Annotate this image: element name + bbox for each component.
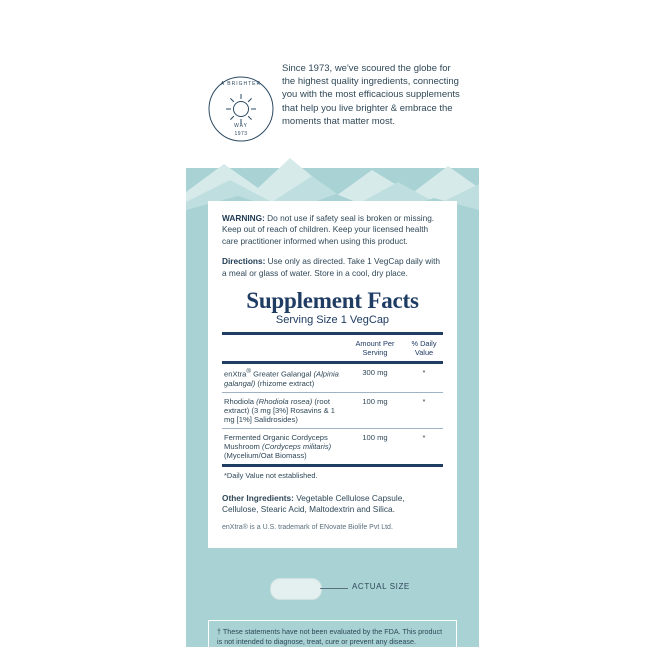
ingredient-name: Fermented Organic Cordyceps Mushroom (Cordyceps militaris) (Mycelium/Oat Biomass) xyxy=(222,428,345,465)
product-carton-panel xyxy=(186,18,479,647)
supplement-facts-title: Supplement Facts xyxy=(246,288,419,314)
capsule-shape xyxy=(270,578,322,600)
header-amount-line2: Serving xyxy=(362,348,388,358)
daily-value-footnote: *Daily Value not established. xyxy=(222,465,443,484)
supplement-info-card xyxy=(208,201,457,548)
brand-text-top: A BRIGHTER xyxy=(220,81,262,87)
directions-paragraph xyxy=(222,256,443,279)
header-dv-line2: Value xyxy=(414,348,434,358)
supplement-facts-table xyxy=(222,332,443,484)
actual-size-group xyxy=(208,566,457,612)
fda-disclaimer: † These statements have not been evaluated by the FDA. This product is not intended to diagnose, treat, cure or prevent any disease. xyxy=(208,620,457,647)
brand-intro-paragraph: Since 1973, we've scoured the globe for the highest quality ingredients, connecting you with the most efficacious supplements that help you live brighter & embrace the moments that matter most. xyxy=(282,63,460,127)
table-row xyxy=(222,428,443,465)
actual-size-leader-line xyxy=(320,588,348,589)
table-row xyxy=(222,392,443,428)
ingredient-amount: 100 mg xyxy=(345,428,405,465)
brand-year: 1973 xyxy=(234,131,248,137)
header-amount-line1: Amount Per xyxy=(355,339,395,349)
trademark-note: enXtra® is a U.S. trademark of ENovate Biolife Pvt Ltd. xyxy=(222,524,393,532)
ingredient-name: enXtra® Greater Galangal (Alpinia galangal) (rhizome extract) xyxy=(222,363,345,393)
other-ingredients-paragraph xyxy=(222,493,443,516)
warning-text: Do not use if safety seal is broken or missing. Keep out of reach of children. Keep your licensed health care practitioner informed when using this product. xyxy=(222,213,435,246)
header-amount-cell xyxy=(345,334,405,363)
ingredient-amount: 100 mg xyxy=(345,392,405,428)
ingredient-name: Rhodiola (Rhodiola rosea) (root extract) (3 mg [3%] Rosavins & 1 mg [1%] Salidrosides) xyxy=(222,392,345,428)
ingredient-daily-value: * xyxy=(405,428,443,465)
header-dv-cell xyxy=(405,334,443,363)
other-ingredients-label: Other Ingredients: xyxy=(222,492,294,503)
header-dv-line1: % Daily xyxy=(411,339,437,349)
ingredient-daily-value: * xyxy=(405,392,443,428)
directions-label: Directions: xyxy=(222,256,266,267)
brand-logo xyxy=(208,76,274,142)
serving-size: Serving Size 1 VegCap xyxy=(275,314,390,327)
ingredient-amount: 300 mg xyxy=(345,363,405,393)
other-ingredients-text: Vegetable Cellulose Capsule, Cellulose, Stearic Acid, Maltodextrin and Silica. xyxy=(222,492,405,514)
table-header-row xyxy=(222,334,443,363)
ingredient-daily-value: * xyxy=(405,363,443,393)
actual-size-label: ACTUAL SIZE xyxy=(352,582,410,591)
directions-text: Use only as directed. Take 1 VegCap daily with a meal or glass of water. Store in a cool, dry place. xyxy=(222,256,440,278)
warning-label: WARNING: xyxy=(222,213,265,223)
table-footnote-row xyxy=(222,465,443,484)
table-row xyxy=(222,363,443,393)
warning-paragraph xyxy=(222,213,443,247)
brand-text-bottom: WAY xyxy=(234,123,248,129)
header-blank-cell xyxy=(222,334,345,363)
